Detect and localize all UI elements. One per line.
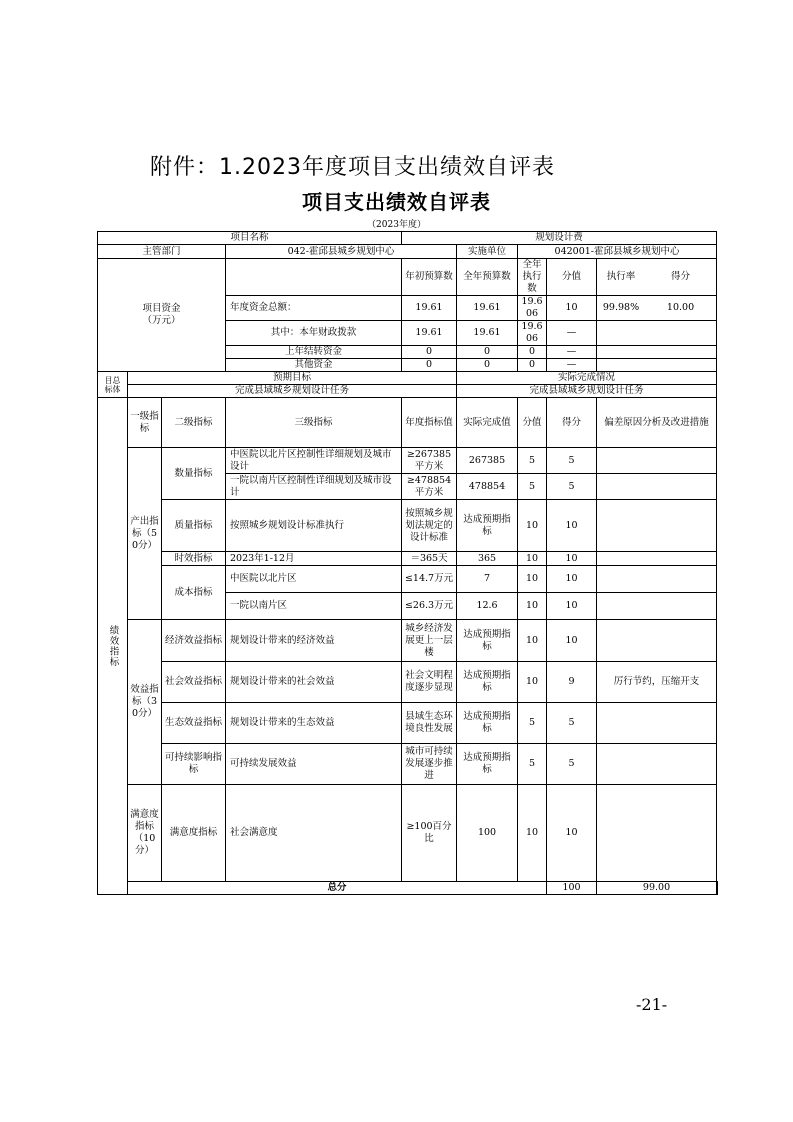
- project-name-label: 项目名称: [98, 232, 402, 245]
- l3-text: 规划设计带来的社会效益: [226, 662, 402, 703]
- deviation-note: [597, 620, 717, 662]
- target-value: ＝365天: [402, 552, 457, 566]
- satisfaction-label: 满意度指标（10分）: [128, 785, 162, 882]
- score-value: 5: [518, 448, 547, 474]
- impl-value: 042001-霍邱县城乡规划中心: [518, 245, 717, 259]
- funds-header-initial: 年初预算数: [402, 259, 457, 296]
- deviation-note: [597, 552, 717, 566]
- target-value: ≥267385平方米: [402, 448, 457, 474]
- score-value: 10: [518, 593, 547, 620]
- indicator-row: [98, 744, 718, 785]
- target-value: ≤26.3万元: [402, 593, 457, 620]
- funds-row-score-value: 10: [547, 296, 597, 321]
- header-annual-value: 年度指标值: [402, 398, 457, 448]
- funds-row-score-value: —: [547, 346, 597, 359]
- funds-row-executed: 19.606: [518, 296, 547, 321]
- actual-value: 478854: [457, 474, 518, 500]
- funds-row-annual: 19.61: [457, 296, 518, 321]
- goals-expected: 完成县域城乡规划设计任务: [128, 385, 457, 398]
- total-label: 总分: [128, 882, 547, 895]
- target-value: ≤14.7万元: [402, 566, 457, 593]
- target-value: 社会文明程度逐步显现: [402, 662, 457, 703]
- funds-header-score-value: 分值: [547, 259, 597, 296]
- actual-value: 达成预期指标: [457, 744, 518, 785]
- indicator-row: [98, 448, 718, 474]
- funds-row-initial: 19.61: [402, 321, 457, 346]
- l2-quality: 质量指标: [162, 500, 226, 552]
- output-label: 产出指标（50分）: [128, 448, 162, 620]
- score-value: 5: [518, 474, 547, 500]
- actual-value: 达成预期指标: [457, 703, 518, 744]
- score-value: 10: [518, 500, 547, 552]
- actual-value: 100: [457, 785, 518, 882]
- funds-row-annual: 0: [457, 346, 518, 359]
- funds-label-text: 项目资金: [142, 303, 181, 314]
- self-evaluation-table: [97, 231, 718, 895]
- l2-timeliness: 时效指标: [162, 552, 226, 566]
- funds-row-name: 其他资金: [226, 359, 402, 372]
- indicator-row: [98, 500, 718, 552]
- total-note: [717, 882, 718, 895]
- goals-actual: 完成县域城乡规划设计任务: [457, 385, 717, 398]
- header-level3: 三级指标: [226, 398, 402, 448]
- l3-text: 社会满意度: [226, 785, 402, 882]
- funds-row-rate: 99.98%: [602, 302, 640, 313]
- header-score: 得分: [547, 398, 597, 448]
- target-value: 城乡经济发展更上一层楼: [402, 620, 457, 662]
- funds-header-blank: [226, 259, 402, 296]
- l2-sustainable: 可持续影响指标: [162, 744, 226, 785]
- page-number: -21-: [636, 995, 668, 1014]
- funds-header-score: 得分: [671, 271, 691, 282]
- indicator-row: [98, 703, 718, 744]
- funds-unit: （万元）: [142, 315, 181, 326]
- target-value: 按照城乡规划法规定的设计标准: [402, 500, 457, 552]
- total-score-value: 100: [547, 882, 597, 895]
- l2-cost: 成本指标: [162, 566, 226, 620]
- funds-row-annual: 19.61: [457, 321, 518, 346]
- funds-header-executed: 全年执行数: [518, 259, 547, 296]
- l2-quantity: 数量指标: [162, 448, 226, 500]
- target-value: ≥100百分比: [402, 785, 457, 882]
- goals-side-label: [98, 372, 128, 398]
- score: 5: [547, 703, 597, 744]
- funds-row-rate-score: [597, 296, 717, 321]
- deviation-note: [597, 448, 717, 474]
- funds-row-name: 其中：本年财政拨款: [226, 321, 402, 346]
- header-level1: 一级指标: [128, 398, 162, 448]
- header-score-value: 分值: [518, 398, 547, 448]
- score: 10: [547, 785, 597, 882]
- header-level2: 二级指标: [162, 398, 226, 448]
- score: 9: [547, 662, 597, 703]
- l2-satisfaction: 满意度指标: [162, 785, 226, 882]
- funds-row-score-value: —: [547, 359, 597, 372]
- actual-value: 12.6: [457, 593, 518, 620]
- l3-text: 一院以南片区控制性详细规划及城市设计: [226, 474, 402, 500]
- actual-value: 7: [457, 566, 518, 593]
- attachment-title: 附件：1.2023年度项目支出绩效自评表: [150, 155, 555, 180]
- actual-value: 达成预期指标: [457, 500, 518, 552]
- target-value: 县域生态环境良性发展: [402, 703, 457, 744]
- impl-label: 实施单位: [457, 245, 518, 259]
- funds-row-rate-score: [597, 321, 717, 346]
- score-value: 10: [518, 785, 547, 882]
- l3-text: 一院以南片区: [226, 593, 402, 620]
- goals-expected-label: 预期目标: [128, 372, 457, 385]
- funds-row-score-value: —: [547, 321, 597, 346]
- project-name-value: 规划设计费: [402, 232, 717, 245]
- l3-text: 中医院以北片区控制性详细规划及城市设计: [226, 448, 402, 474]
- dept-value: 042-霍邱县城乡规划中心: [226, 245, 457, 259]
- deviation-note: [597, 566, 717, 593]
- funds-header-annual: 全年预算数: [457, 259, 518, 296]
- deviation-note: [597, 785, 717, 882]
- l2-social: 社会效益指标: [162, 662, 226, 703]
- funds-row-executed: 0: [518, 359, 547, 372]
- score-value: 5: [518, 744, 547, 785]
- funds-row-name: 上年结转资金: [226, 346, 402, 359]
- funds-row-initial: 0: [402, 359, 457, 372]
- goals-side-label-b: 标体: [104, 384, 121, 394]
- deviation-note: [597, 744, 717, 785]
- score: 10: [547, 620, 597, 662]
- funds-row-annual: 0: [457, 359, 518, 372]
- score: 5: [547, 744, 597, 785]
- indicator-row: [98, 620, 718, 662]
- indicator-row: [98, 662, 718, 703]
- header-actual-value: 实际完成值: [457, 398, 518, 448]
- total-score: 99.00: [597, 882, 717, 895]
- l3-text: 规划设计带来的生态效益: [226, 703, 402, 744]
- l3-text: 2023年1-12月: [226, 552, 402, 566]
- funds-row-rate-score: [597, 346, 717, 359]
- effect-label: 效益指标（30分）: [128, 620, 162, 785]
- indicator-row: [98, 785, 718, 882]
- score-value: 10: [518, 620, 547, 662]
- l3-text: 中医院以北片区: [226, 566, 402, 593]
- actual-value: 365: [457, 552, 518, 566]
- funds-row-executed: 0: [518, 346, 547, 359]
- actual-value: 267385: [457, 448, 518, 474]
- actual-value: 达成预期指标: [457, 620, 518, 662]
- funds-row-executed: 19.606: [518, 321, 547, 346]
- target-value: ≥478854平方米: [402, 474, 457, 500]
- target-value: 城市可持续发展逐步推进: [402, 744, 457, 785]
- deviation-note: [597, 500, 717, 552]
- l2-economic: 经济效益指标: [162, 620, 226, 662]
- funds-row-initial: 19.61: [402, 296, 457, 321]
- score: 10: [547, 593, 597, 620]
- score-value: 10: [518, 662, 547, 703]
- indicator-row: [98, 566, 718, 593]
- score-value: 10: [518, 552, 547, 566]
- funds-row-name: 年度资金总额：: [226, 296, 402, 321]
- deviation-note: [597, 593, 717, 620]
- dept-label: 主管部门: [98, 245, 226, 259]
- funds-row-rate-score: [597, 359, 717, 372]
- indicator-row: [98, 552, 718, 566]
- l3-text: 可持续发展效益: [226, 744, 402, 785]
- deviation-note: [597, 703, 717, 744]
- deviation-note: 厉行节约，压缩开支: [597, 662, 717, 703]
- funds-row-initial: 0: [402, 346, 457, 359]
- goals-actual-label: 实际完成情况: [457, 372, 717, 385]
- goals-side-label-a: 目总: [104, 375, 121, 385]
- l2-ecological: 生态效益指标: [162, 703, 226, 744]
- funds-label: [98, 259, 226, 372]
- l3-text: 按照城乡规划设计标准执行: [226, 500, 402, 552]
- funds-header-rate: 执行率: [606, 271, 636, 282]
- score-value: 10: [518, 566, 547, 593]
- l3-text: 规划设计带来的经济效益: [226, 620, 402, 662]
- score: 5: [547, 448, 597, 474]
- indicators-side-label: 绩效指标: [98, 398, 128, 895]
- funds-row-score: 10.00: [666, 302, 695, 313]
- deviation-note: [597, 474, 717, 500]
- year-note: （2023年度）: [367, 220, 426, 230]
- actual-value: 达成预期指标: [457, 662, 518, 703]
- header-deviation: 偏差原因分析及改进措施: [597, 398, 717, 448]
- score: 10: [547, 552, 597, 566]
- funds-header-rate-score: [597, 259, 717, 296]
- score: 10: [547, 566, 597, 593]
- form-title: 项目支出绩效自评表: [302, 190, 491, 214]
- score-value: 5: [518, 703, 547, 744]
- score: 10: [547, 500, 597, 552]
- score: 5: [547, 474, 597, 500]
